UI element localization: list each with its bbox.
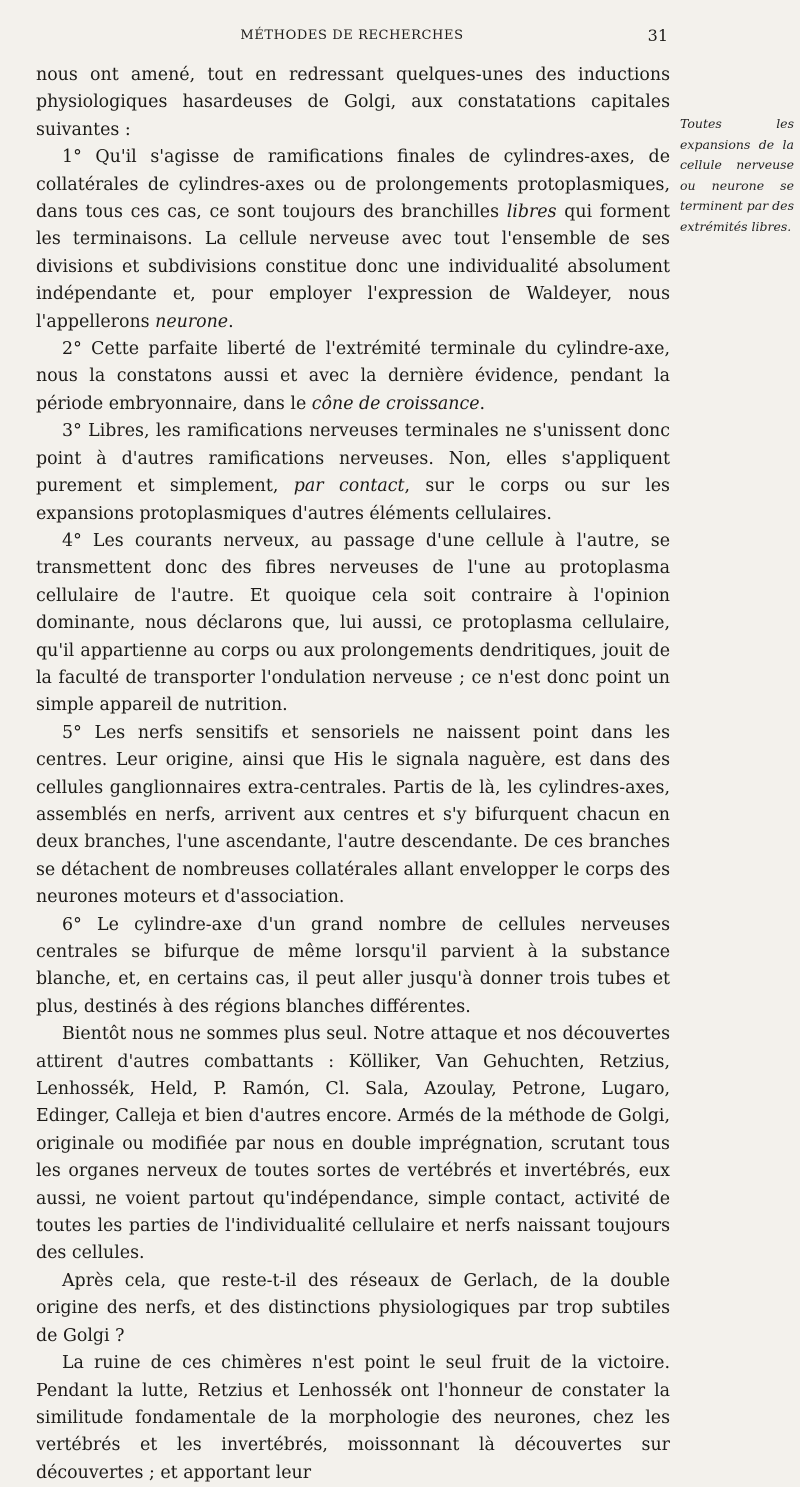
italic-text: neurone [155,311,229,332]
text-run: 3° Libres, les ramifications nerveuses terminales ne s'unissent donc point à d'autres ramifications nerveuses. Non, elles s'appliquent purement et simplement, [36,421,670,497]
italic-text: libres [506,202,557,223]
text-run: nous ont amené, tout en redressant quelques-unes des inductions physiologiques hasardeuses de Golgi, aux constatations capitales suivantes : [36,65,670,140]
text-run: 6° Le cylindre-axe d'un grand nombre de cellules nerveuses centrales se bifurque de même lorsqu'il parvient à la substance blanche, et, en certains cas, il peut aller jusqu'à donner trois tubes et plus, destinés à des régions blanches différentes. [36,914,670,1017]
text-run: 5° Les nerfs sensitifs et sensoriels ne naissent point dans les centres. Leur origine, ainsi que His le signala naguère, est dans des cellules ganglionnaires extra-centrales. Partis de là, les cylindres-axes, assemblés en nerfs, arrivent aux centres et s'y bifurquent chacun en deux branches, l'une ascendante, l'autre descendante. De ces branches se détachent de nombreuses collatérales allant envelopper le corps des neurones moteurs et d'association. [36,722,670,908]
text-run: . [479,393,486,414]
text-run: 4° Les courants nerveux, au passage d'une cellule à l'autre, se transmettent donc des fibres nerveuses de l'une au protoplasma cellulaire de l'autre. Et quoique cela soit contraire à l'opinion dominante, nous déclarons que, lui aussi, ce protoplasma cellulaire, qu'il appartienne au corps ou aux prolongements dendritiques, jouit de la faculté de transporter l'ondulation nerveuse ; ce n'est donc point un simple appareil de nutrition. [36,530,670,716]
text-run: La ruine de ces chimères n'est point le seul fruit de la victoire. Pendant la lutte, Retzius et Lenhossék ont l'honneur de constater la similitude fondamentale de la morphologie des neurones, chez les vertébrés et les invertébrés, moissonnant là découvertes sur découvertes ; et apportant leur [36,1353,670,1483]
body-text [36,62,670,1487]
paragraph [36,336,670,418]
text-run: Après cela, que reste-t-il des réseaux de Gerlach, de la double origine des nerfs, et des distinctions physiologiques par trop subtiles de Golgi ? [36,1270,670,1346]
text-run: . [228,311,234,332]
text-run: 2° Cette parfaite liberté de l'extrémité terminale du cylindre-axe, nous la constatons aussi et avec la dernière évidence, pendant la période embryonnaire, dans le [36,339,670,414]
italic-text: par contact [293,476,405,497]
paragraph [36,1021,670,1268]
paragraph [36,912,670,1022]
paragraph [36,418,670,528]
margin-note: Toutes les expansions de la cellule nerveuse ou neurone se terminent par des extrémités libres. [680,116,794,234]
text-run: 1° Qu'il s'agisse de ramifications finales de cylindres-axes, de collatérales de cylindres-axes ou de prolongements protoplasmiques, dans tous ces cas, ce sont toujours des branchilles [36,147,670,223]
text-run: Bientôt nous ne sommes plus seul. Notre attaque et nos découvertes attirent d'autres combattants : Kölliker, Van Gehuchten, Retzius, Lenhossék, Held, P. Ramón, Cl. Sala, Azoulay, Petrone, Lugaro, Edinger, Calleja et bien d'autres encore. Armés de la méthode de Golgi, originale ou modifiée par nous en double imprégnation, scrutant tous les organes nerveux de toutes sortes de vertébrés et invertébrés, eux aussi, ne voient partout qu'indépendance, simple contact, activité de toutes les parties de l'individualité cellulaire et nerfs naissant toujours des cellules. [36,1024,670,1264]
paragraph [36,144,670,336]
page-number: 31 [647,26,668,45]
running-head: MÉTHODES DE RECHERCHES [240,28,464,43]
italic-text: cône de croissance [311,393,480,414]
text-run: qui forment les terminaisons. La cellule nerveuse avec tout l'ensemble de ses divisions et subdivisions constitue donc une individualité absolument indépendante et, pour employer l'expression de Waldeyer, nous l'appellerons [36,202,670,332]
paragraph [36,62,670,144]
paragraph [36,1350,670,1487]
paragraph [36,528,670,720]
paragraph [36,720,670,912]
paragraph [36,1268,670,1350]
page-header [36,26,668,48]
text-run: , sur le corps ou sur les expansions protoplasmiques d'autres éléments cellulaires. [36,476,670,524]
